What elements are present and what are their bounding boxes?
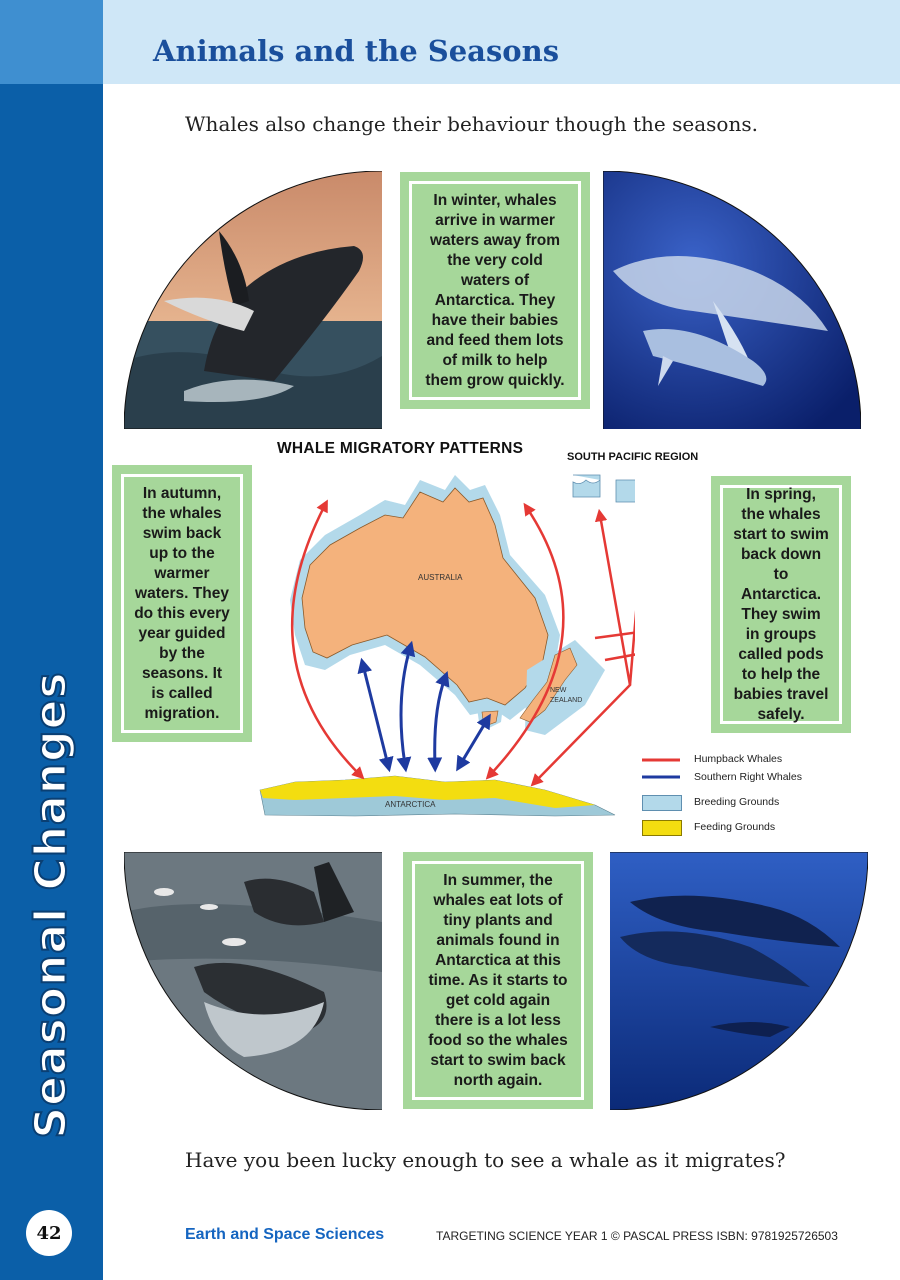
closing-question: Have you been lucky enough to see a whale as it migrates?	[185, 1148, 786, 1172]
southern-right-route-3	[435, 678, 445, 765]
side-title-text: Seasonal Changes	[25, 671, 77, 1139]
australia-label: AUSTRALIA	[418, 573, 463, 582]
spring-box	[711, 476, 851, 733]
australia-landmass	[302, 488, 548, 705]
underwater-whales-image	[610, 852, 868, 1110]
humpback-route-link-2	[605, 650, 635, 660]
nz-label-1: NEW	[550, 687, 567, 694]
breeding-box-1	[573, 475, 600, 497]
winter-box	[400, 172, 590, 409]
footer-copyright: TARGETING SCIENCE YEAR 1 © PASCAL PRESS ISBN: 9781925726503	[436, 1229, 838, 1243]
spring-text: In spring, the whales start to swim back down to Antarctica. They swim in groups called pods to help the babies travel safely.	[733, 485, 829, 723]
legend-breeding-swatch	[642, 795, 682, 811]
legend-humpback-label: Humpback Whales	[694, 753, 783, 765]
nz-label-2: ZEALAND	[550, 697, 583, 704]
summer-box	[403, 852, 593, 1109]
sidebar-top-block	[0, 0, 103, 84]
legend-feeding-label: Feeding Grounds	[694, 821, 776, 833]
south-pacific-label: SOUTH PACIFIC REGION	[567, 451, 699, 463]
legend-breeding-label: Breeding Grounds	[694, 796, 780, 808]
antarctica-label: ANTARCTICA	[385, 800, 436, 809]
southern-right-route-2	[401, 648, 410, 765]
intro-text: Whales also change their behaviour though the seasons.	[185, 112, 758, 136]
migration-map	[255, 460, 635, 830]
photo-breaching-whale	[124, 171, 382, 429]
breaching-whale-image	[124, 171, 382, 429]
humpback-route-nz	[630, 505, 635, 685]
legend-feeding-swatch	[642, 820, 682, 836]
legend-southern-right-swatch	[642, 772, 682, 782]
photo-feeding-whales	[124, 852, 382, 1110]
legend-humpback-swatch	[642, 755, 682, 765]
page-title: Animals and the Seasons	[153, 34, 560, 68]
humpback-route-link	[595, 630, 635, 638]
summer-text: In summer, the whales eat lots of tiny plants and animals found in Antarctica at this time. As it starts to get cold again there is a lot less food so the whales start to swim back north again.	[428, 871, 568, 1089]
autumn-text: In autumn, the whales swim back up to the warmer waters. They do this every year guided by the seasons. It is called migration.	[134, 484, 230, 722]
breeding-box-2	[616, 480, 635, 502]
footer-strand: Earth and Space Sciences	[185, 1226, 385, 1243]
southern-right-route-1	[363, 665, 388, 765]
map-title: WHALE MIGRATORY PATTERNS	[277, 440, 524, 457]
feeding-whales-image	[124, 852, 382, 1110]
page-number: 42	[26, 1210, 72, 1256]
mother-calf-image	[603, 171, 861, 429]
autumn-box	[112, 465, 252, 742]
legend-southern-right-label: Southern Right Whales	[694, 771, 802, 783]
photo-mother-calf-whales	[603, 171, 861, 429]
southern-right-route-4	[460, 720, 487, 765]
photo-whales-underwater	[610, 852, 868, 1110]
winter-text: In winter, whales arrive in warmer waters away from the very cold waters of Antarctica. They have their babies and feed them lots of milk to help them grow quickly.	[425, 191, 565, 389]
